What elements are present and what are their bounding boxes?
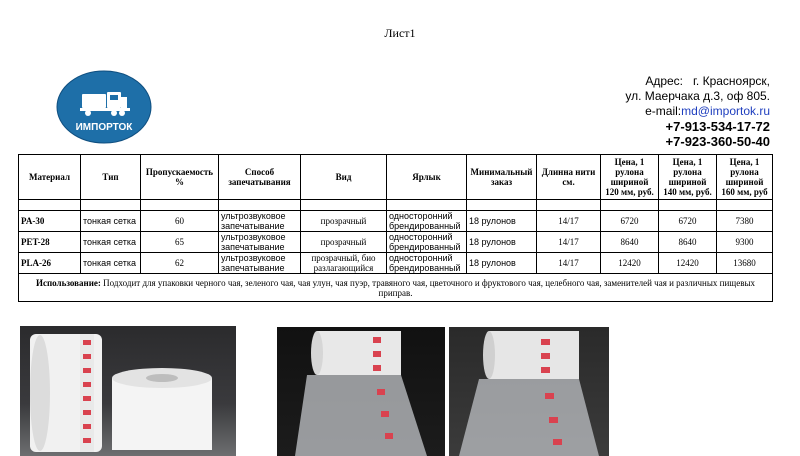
table-row: [19, 253, 773, 274]
cell-sealing: ультрозвуковое запечатывание: [219, 253, 301, 274]
cell-price-160: 7380: [717, 211, 773, 232]
address-line-1: Адрес: г. Красноярск,: [645, 74, 770, 88]
cell-label: односторонний брендированный: [387, 211, 467, 232]
importok-logo: [56, 70, 152, 144]
usage-text: Подходит для упаковки черного чая, зеленого чая, чая улун, чая пуэр, травяного чая, цветочного и фруктового чая, целебного чая, заменителей чая и различных пищевых приправ.: [103, 277, 756, 298]
cell-label: односторонний брендированный: [387, 253, 467, 274]
table-header-row: [19, 155, 773, 200]
cell-material: PET-28: [19, 232, 81, 253]
table-spacer-row: [19, 200, 773, 211]
header-cell: Способ запечатывания: [219, 155, 301, 200]
cell-view: прозрачный: [301, 211, 387, 232]
table-row: [19, 211, 773, 232]
product-photo-rolls: [20, 326, 236, 456]
cell-min-order: 18 рулонов: [467, 253, 537, 274]
usage-label: Использование:: [35, 277, 101, 288]
cell-price-160: 9300: [717, 232, 773, 253]
cell-price-140: 12420: [659, 253, 717, 274]
cell-permeability: 65: [141, 232, 219, 253]
cell-thread-length: 14/17: [537, 232, 601, 253]
cell-type: тонкая сетка: [81, 211, 141, 232]
header-cell: Цена, 1 рулона шириной 120 мм, руб.: [601, 155, 659, 200]
cell-type: тонкая сетка: [81, 253, 141, 274]
cell-price-120: 8640: [601, 232, 659, 253]
cell-thread-length: 14/17: [537, 211, 601, 232]
product-photo-mesh-1: [277, 327, 445, 456]
header-cell: Тип: [81, 155, 141, 200]
contact-block: [625, 74, 770, 149]
svg-text:ИМПОРТОК: ИМПОРТОК: [75, 122, 133, 133]
header-cell: Пропускаемость %: [141, 155, 219, 200]
cell-permeability: 62: [141, 253, 219, 274]
email-line: e-mail:md@importok.ru: [645, 104, 770, 118]
price-table: [18, 154, 773, 302]
header-cell: Цена, 1 рулона шириной 160 мм, руб: [717, 155, 773, 200]
header-cell: Цена, 1 рулона шириной 140 мм, руб.: [659, 155, 717, 200]
header-cell: Ярлык: [387, 155, 467, 200]
cell-sealing: ультрозвуковое запечатывание: [219, 211, 301, 232]
phone-1: +7-913-534-17-72: [665, 119, 770, 134]
cell-label: односторонний брендированный: [387, 232, 467, 253]
cell-type: тонкая сетка: [81, 232, 141, 253]
header-cell: Длинна нити см.: [537, 155, 601, 200]
cell-sealing: ультрозвуковое запечатывание: [219, 232, 301, 253]
cell-price-120: 12420: [601, 253, 659, 274]
header-cell: Материал: [19, 155, 81, 200]
cell-material: PLA-26: [19, 253, 81, 274]
cell-view: прозрачный: [301, 232, 387, 253]
address-line-2: ул. Маерчака д.3, оф 805.: [625, 89, 770, 103]
usage-row: [19, 274, 773, 302]
usage-cell: [19, 274, 773, 302]
cell-thread-length: 14/17: [537, 253, 601, 274]
sheet-title: Лист1: [384, 26, 416, 40]
cell-price-160: 13680: [717, 253, 773, 274]
header-cell: Минимальный заказ: [467, 155, 537, 200]
cell-view: прозрачный, био разлагающийся: [301, 253, 387, 274]
cell-material: PA-30: [19, 211, 81, 232]
phone-2: +7-923-360-50-40: [665, 134, 770, 149]
cell-permeability: 60: [141, 211, 219, 232]
email-link[interactable]: md@importok.ru: [681, 104, 770, 118]
cell-min-order: 18 рулонов: [467, 211, 537, 232]
cell-price-120: 6720: [601, 211, 659, 232]
header-cell: Вид: [301, 155, 387, 200]
cell-price-140: 6720: [659, 211, 717, 232]
table-row: [19, 232, 773, 253]
cell-price-140: 8640: [659, 232, 717, 253]
product-photo-mesh-2: [449, 327, 609, 456]
cell-min-order: 18 рулонов: [467, 232, 537, 253]
